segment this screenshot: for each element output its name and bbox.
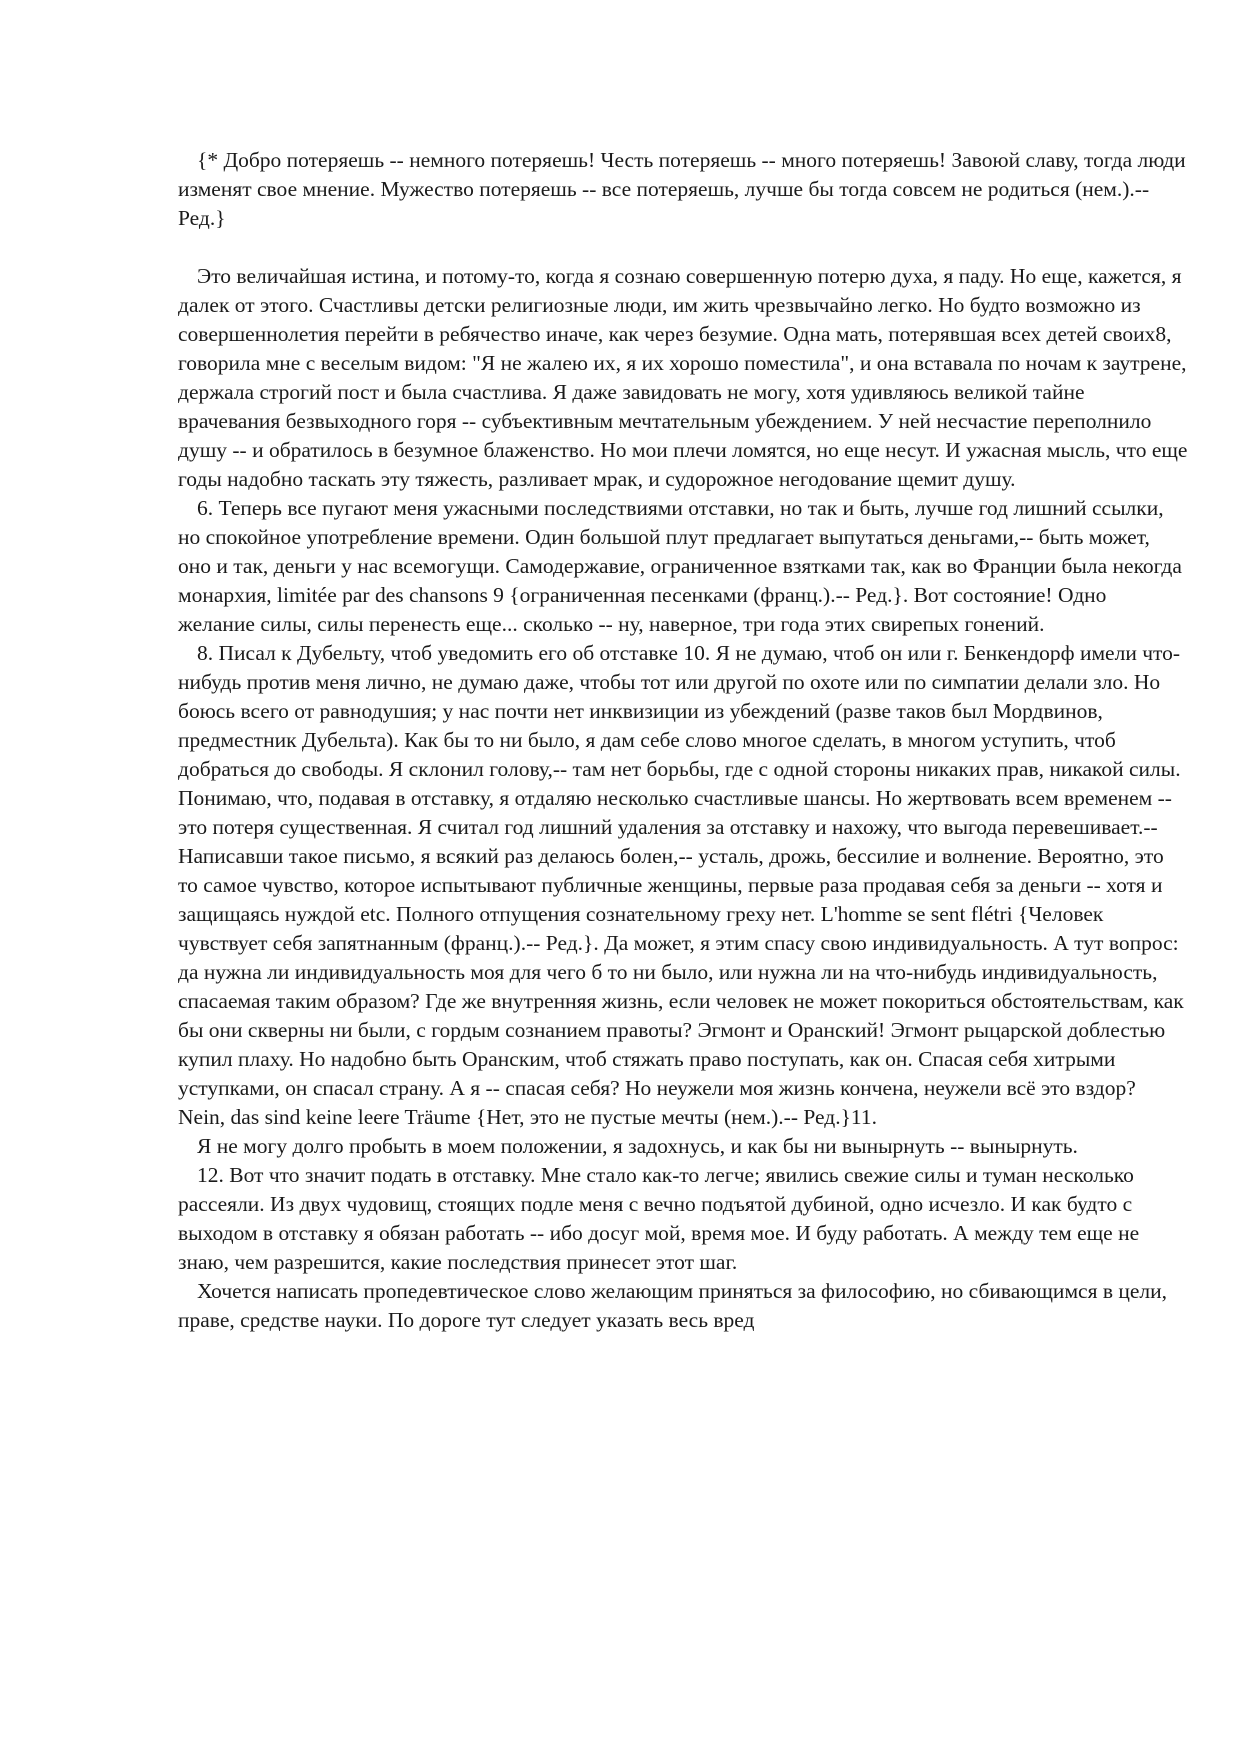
- paragraph-3: 8. Писал к Дубельту, чтоб уведомить его об отставке 10. Я не думаю, чтоб он или г. Бенкендорф имели что-нибудь против меня лично, не думаю даже, чтобы тот или другой по охоте или по симпатии делали зло. Но боюсь всего от равнодушия; у нас почти нет инквизиции из убеждений (разве таков был Мордвинов, предместник Дубельта). Как бы то ни было, я дам себе слово многое сделать, в многом уступить, чтоб добраться до свободы. Я склонил голову,-- там нет борьбы, где с одной стороны никаких прав, никакой силы. Понимаю, что, подавая в отставку, я отдаляю несколько счастливые шансы. Но жертвовать всем временем -- это потеря существенная. Я считал год лишний удаления за отставку и нахожу, что выгода перевешивает.-- Написавши такое письмо, я всякий раз делаюсь болен,-- усталь, дрожь, бессилие и волнение. Вероятно, это то самое чувство, которое испытывают публичные женщины, первые раза продавая себя за деньги -- хотя и защищаясь нуждой etc. Полного отпущения сознательному греху нет. L'homme se sent flétri {Человек чувствует себя запятнанным (франц.).-- Ред.}. Да может, я этим спасу свою индивидуальность. А тут вопрос: да нужна ли индивидуальность моя для чего б то ни было, или нужна ли на что-нибудь индивидуальность, спасаемая таким образом? Где же внутренняя жизнь, если человек не может покориться обстоятельствам, как бы они скверны ни были, с гордым сознанием правоты? Эгмонт и Оранский! Эгмонт рыцарской доблестью купил плаху. Но надобно быть Оранским, чтоб стяжать право поступать, как он. Спасая себя хитрыми уступками, он спасал страну. А я -- спасая себя? Но неужели моя жизнь кончена, неужели всё это вздор? Nein, das sind keine leere Träume {Нет, это не пустые мечты (нем.).-- Ред.}11.: [178, 641, 1184, 1129]
- paragraph-4: Я не могу долго пробыть в моем положении, я задохнусь, и как бы ни вынырнуть -- вынырнуть.: [197, 1134, 1078, 1158]
- paragraph-5: 12. Вот что значит подать в отставку. Мне стало как-то легче; явились свежие силы и туман несколько рассеяли. Из двух чудовищ, стоящих подле меня с вечно подъятой дубиной, одно исчезло. И как будто с выходом в отставку я обязан работать -- ибо досуг мой, время мое. И буду работать. А между тем еще не знаю, чем разрешится, какие последствия принесет этот шаг.: [178, 1163, 1140, 1274]
- document-page: [178, 146, 1188, 1335]
- paragraph-spacer: [178, 233, 1188, 262]
- paragraph-1: Это величайшая истина, и потому-то, когда я сознаю совершенную потерю духа, я паду. Но еще, кажется, я далек от этого. Счастливы детски религиозные люди, им жить чрезвычайно легко. Но будто возможно из совершеннолетия перейти в ребячество иначе, как через безумие. Одна мать, потерявшая всех детей своих8, говорила мне с веселым видом: "Я не жалею их, я их хорошо поместила", и она вставала по ночам к заутрене, держала строгий пост и была счастлива. Я даже завидовать не могу, хотя удивляюсь великой тайне врачевания безвыходного горя -- субъективным мечтательным убеждением. У ней несчастие переполнило душу -- и обратилось в безумное блаженство. Но мои плечи ломятся, но еще несут. И ужасная мысль, что еще годы надобно таскать эту тяжесть, разливает мрак, и судорожное негодование щемит душу.: [178, 264, 1188, 491]
- paragraph-6: Хочется написать пропедевтическое слово желающим приняться за философию, но сбивающимся в цели, праве, средстве науки. По дороге тут следует указать весь вред: [178, 1279, 1168, 1332]
- paragraph-2: 6. Теперь все пугают меня ужасными последствиями отставки, но так и быть, лучше год лишний ссылки, но спокойное употребление времени. Один большой плут предлагает выпутаться деньгами,-- быть может, оно и так, деньги у нас всемогущи. Самодержавие, ограниченное взятками так, как во Франции была некогда монархия, limitée par des chansons 9 {ограниченная песенками (франц.).-- Ред.}. Вот состояние! Одно желание силы, силы перенесть еще... сколько -- ну, наверное, три года этих свирепых гонений.: [178, 496, 1182, 636]
- footnote-block: {* Добро потеряешь -- немного потеряешь! Честь потеряешь -- много потеряешь! Завоюй славу, тогда люди изменят свое мнение. Мужество потеряешь -- все потеряешь, лучше бы тогда совсем не родиться (нем.).-- Ред.}: [178, 148, 1186, 230]
